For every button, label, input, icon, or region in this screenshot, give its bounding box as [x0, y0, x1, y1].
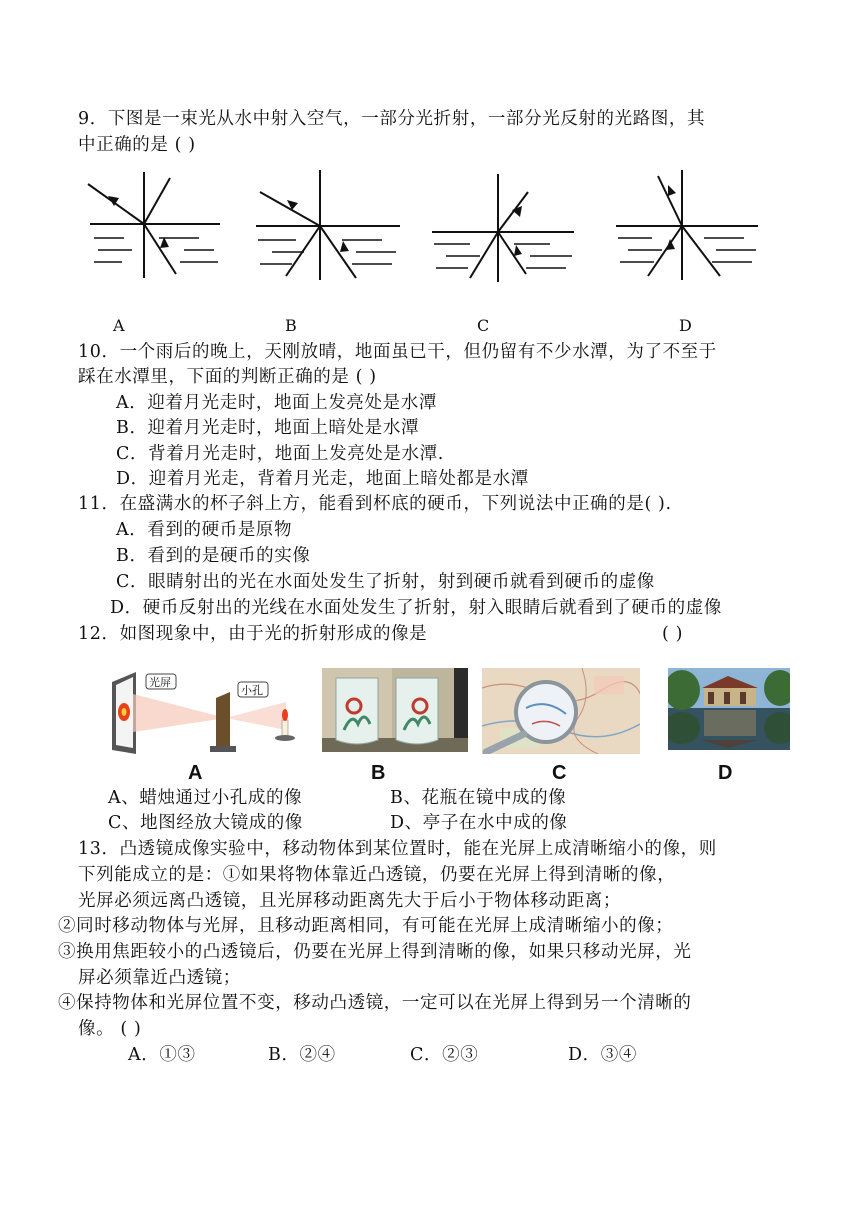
q9-label-b: B — [285, 316, 297, 335]
q12-answer-paren: ( ) — [662, 624, 684, 644]
q11-option-d: D．硬币反射出的光线在水面处发生了折射，射入眼睛后就看到了硬币的虚像 — [110, 598, 722, 618]
q13-option-d: D．③④ — [568, 1045, 637, 1065]
q13-option-c: C．②③ — [410, 1045, 479, 1065]
q10-stem-line1: 10．一个雨后的晚上，天刚放晴，地面虽已干，但仍留有不少水潭，为了不至于 — [78, 342, 717, 362]
q13-option-b: B．②④ — [268, 1045, 336, 1065]
q12-stem: 12．如图现象中，由于光的折射形成的像是 — [78, 624, 428, 644]
q13-line2: 下列能成立的是：①如果将物体靠近凸透镜，仍要在光屏上得到清晰的像， — [78, 865, 676, 885]
q10-option-a: A．迎着月光走时，地面上发亮处是水潭 — [116, 393, 437, 413]
q13-line7: ④保持物体和光屏位置不变，移动凸透镜，一定可以在光屏上得到另一个清晰的 — [58, 993, 692, 1013]
q9-diagram-b — [252, 166, 404, 286]
q10-option-b: B．迎着月光走时，地面上暗处是水潭 — [116, 418, 420, 438]
q12-option-c: C、地图经放大镜成的像 — [108, 813, 303, 833]
q11-option-c: C．眼睛射出的光在水面处发生了折射，射到硬币就看到硬币的虚像 — [116, 572, 655, 592]
q13-line6: 屏必须靠近凸透镜； — [78, 968, 241, 988]
q12-option-b: B、花瓶在镜中成的像 — [390, 788, 567, 808]
pinhole-screen-label: 光屏 — [149, 676, 171, 689]
q9-diagram-a — [84, 166, 234, 286]
q13-line3: 光屏必须远离凸透镜，且光屏移动距离先大于后小于物体移动距离； — [78, 891, 621, 911]
q13-option-a: A．①③ — [128, 1045, 196, 1065]
q11-option-b: B．看到的是硬币的实像 — [116, 546, 311, 566]
q9-label-a: A — [113, 316, 125, 335]
q9-diagram-d — [612, 166, 764, 286]
q11-stem: 11．在盛满水的杯子斜上方，能看到杯底的硬币，下列说法中正确的是( ). — [78, 494, 672, 514]
q9-stem-line2: 中正确的是 ( ) — [78, 135, 196, 155]
q12-figure-pinhole — [108, 668, 308, 758]
q12-option-d: D、亭子在水中成的像 — [390, 813, 568, 833]
q10-stem-line2: 踩在水潭里，下面的判断正确的是 ( ) — [78, 367, 377, 387]
q9-stem-line1: 9．下图是一束光从水中射入空气，一部分光折射，一部分光反射的光路图，其 — [78, 109, 706, 129]
q10-option-d: D．迎着月光走，背着月光走，地面上暗处都是水潭 — [116, 469, 529, 489]
q12-figure-label-b: B — [371, 762, 386, 784]
q9-label-d: D — [679, 316, 692, 335]
q9-diagram-c — [430, 170, 580, 286]
q12-figure-label-c: C — [552, 762, 567, 784]
q13-line8: 像。 ( ) — [78, 1019, 142, 1039]
pinhole-hole-label: 小孔 — [241, 684, 263, 697]
q12-figure-label-a: A — [188, 762, 203, 784]
q12-photo-map-magnifier — [482, 668, 640, 754]
q13-line4: ②同时移动物体与光屏，且移动距离相同，有可能在光屏上成清晰缩小的像； — [58, 916, 674, 936]
q12-photo-pavilion — [668, 668, 790, 750]
q11-option-a: A．看到的硬币是原物 — [116, 520, 293, 540]
q10-option-c: C．背着月光走时，地面上发亮处是水潭. — [116, 444, 444, 464]
q9-label-c: C — [477, 316, 490, 335]
q12-figure-label-d: D — [718, 762, 733, 784]
q13-line5: ③换用焦距较小的凸透镜后，仍要在光屏上得到清晰的像，如果只移动光屏，光 — [58, 942, 692, 962]
q12-option-a: A、蜡烛通过小孔成的像 — [108, 788, 303, 808]
q12-photo-vase-mirror — [322, 668, 468, 752]
q13-line1: 13．凸透镜成像实验中，移动物体到某位置时，能在光屏上成清晰缩小的像，则 — [78, 839, 717, 859]
